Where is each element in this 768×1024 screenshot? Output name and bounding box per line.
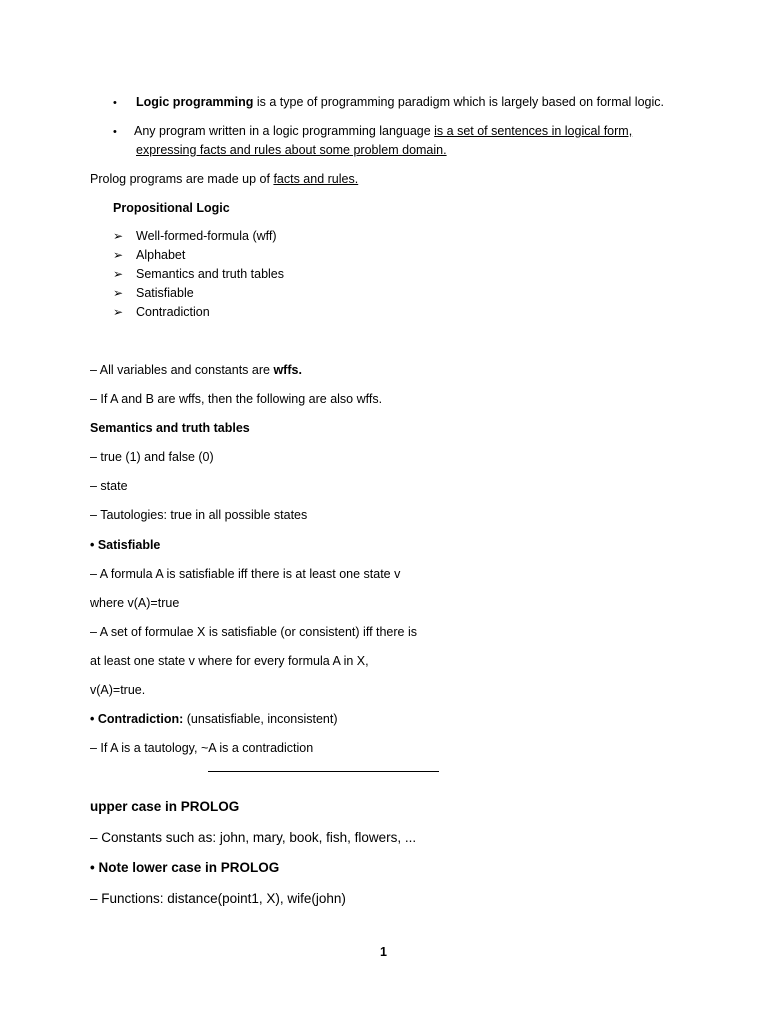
propositional-item: Contradiction bbox=[136, 305, 210, 319]
upper-case-heading: upper case in PROLOG bbox=[90, 799, 240, 814]
facts-and-rules-link-text: facts and rules. bbox=[273, 172, 359, 186]
intro-bullet-logic-programming bbox=[136, 95, 664, 110]
arrow-bullet-icon: ➢ bbox=[113, 305, 124, 319]
arrow-bullet-icon: ➢ bbox=[113, 267, 124, 281]
propositional-item: Semantics and truth tables bbox=[136, 267, 284, 281]
logic-programming-definition: is a type of programming paradigm which is largely based on formal logic. bbox=[253, 95, 664, 109]
wff-line-1-bold: wffs. bbox=[273, 363, 302, 377]
logic-programming-term: Logic programming bbox=[136, 95, 254, 109]
satisfiable-line: where v(A)=true bbox=[90, 596, 180, 610]
satisfiable-line: v(A)=true. bbox=[90, 683, 146, 697]
logic-program-underlined-1: is a set of sentences in logical form, bbox=[434, 124, 633, 138]
arrow-bullet-icon: ➢ bbox=[113, 286, 124, 300]
satisfiable-line: – A formula A is satisfiable iff there is at least one state v bbox=[90, 567, 401, 581]
intro-bullet-logic-program bbox=[134, 124, 632, 139]
propositional-logic-heading: Propositional Logic bbox=[113, 201, 230, 215]
arrow-bullet-icon: ➢ bbox=[113, 248, 124, 262]
lower-case-heading: • Note lower case in PROLOG bbox=[90, 860, 280, 875]
propositional-item: Satisfiable bbox=[136, 286, 194, 300]
constants-line: – Constants such as: john, mary, book, fish, flowers, ... bbox=[90, 830, 417, 845]
bullet-marker: • bbox=[113, 97, 117, 109]
satisfiable-line: – A set of formulae X is satisfiable (or consistent) iff there is bbox=[90, 625, 418, 639]
page-number: 1 bbox=[380, 945, 387, 959]
propositional-item: Alphabet bbox=[136, 248, 186, 262]
semantics-heading: Semantics and truth tables bbox=[90, 421, 250, 435]
contradiction-heading-line bbox=[90, 712, 338, 727]
bullet-marker: • bbox=[113, 126, 117, 138]
section-divider bbox=[208, 771, 439, 772]
contradiction-line: – If A is a tautology, ~A is a contradiction bbox=[90, 741, 314, 755]
contradiction-heading: • Contradiction: bbox=[90, 712, 184, 726]
semantics-line: – state bbox=[90, 479, 128, 493]
functions-line: – Functions: distance(point1, X), wife(john) bbox=[90, 891, 346, 906]
logic-program-lead: Any program written in a logic programming language bbox=[134, 124, 435, 138]
satisfiable-line: at least one state v where for every formula A in X, bbox=[90, 654, 369, 668]
prolog-programs-line bbox=[90, 172, 358, 187]
propositional-item: Well-formed-formula (wff) bbox=[136, 229, 277, 243]
contradiction-heading-rest: (unsatisfiable, inconsistent) bbox=[183, 712, 338, 726]
arrow-bullet-icon: ➢ bbox=[113, 229, 124, 243]
wff-line-1-text: – All variables and constants are bbox=[90, 363, 274, 377]
semantics-line: – Tautologies: true in all possible states bbox=[90, 508, 308, 522]
wff-line-2: – If A and B are wffs, then the following are also wffs. bbox=[90, 392, 383, 406]
semantics-line: – true (1) and false (0) bbox=[90, 450, 214, 464]
prolog-programs-text: Prolog programs are made up of bbox=[90, 172, 274, 186]
satisfiable-heading: • Satisfiable bbox=[90, 538, 161, 552]
logic-program-underlined-2: expressing facts and rules about some problem domain. bbox=[136, 143, 447, 157]
wff-line-1 bbox=[90, 363, 302, 378]
